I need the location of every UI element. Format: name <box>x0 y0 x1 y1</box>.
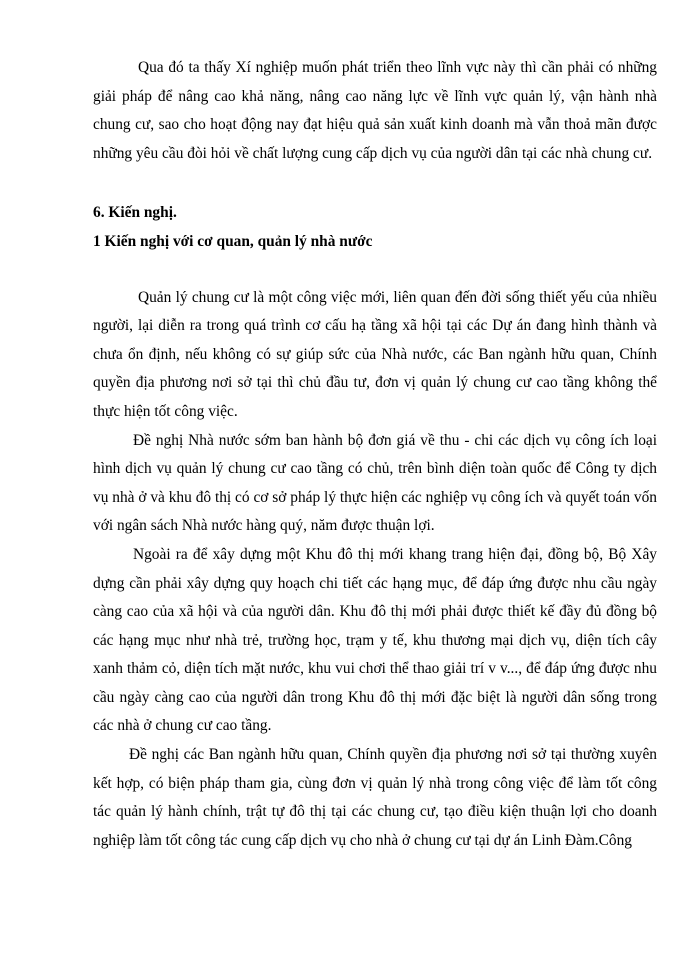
body-paragraph: Ngoài ra để xây dựng một Khu đô thị mới khang trang hiện đại, đồng bộ, Bộ Xây dựng cần phải xây dựng quy hoạch chi tiết các hạng mục, để đáp ứng được nhu cầu ngày càng cao của xã hội và của người dân. Khu đô thị mới phải được thiết kế đầy đủ đồng bộ các hạng mục như nhà trẻ, trường học, trạm y tế, khu thương mại dịch vụ, diện tích cây xanh thảm cỏ, diện tích mặt nước, khu vui chơi thể thao giải trí v v..., để đáp ứng được nhu cầu ngày càng cao của người dân trong Khu đô thị mới đặc biệt là người dân sống trong các nhà ở chung cư cao tầng. <box>93 545 657 735</box>
subsection-heading: 1 Kiến nghị với cơ quan, quản lý nhà nước <box>93 232 373 250</box>
page-content <box>93 54 657 855</box>
body-paragraph: Quản lý chung cư là một công việc mới, liên quan đến đời sống thiết yếu của nhiều người, lại diễn ra trong quá trình cơ cấu hạ tầng xã hội tại các Dự án đang hình thành và chưa ổn định, nếu không có sự giúp sức của Nhà nước, các Ban ngành hữu quan, Chính quyền địa phương nơi sở tại thì chủ đầu tư, đơn vị quản lý chung cư cao tầng không thể thực hiện tốt công việc. <box>93 288 657 420</box>
section-body <box>93 284 657 856</box>
body-paragraph: Đề nghị các Ban ngành hữu quan, Chính quyền địa phương nơi sở tại thường xuyên kết hợp, có biện pháp tham gia, cùng đơn vị quản lý nhà trong công việc để làm tốt công tác quản lý hành chính, trật tự đô thị tại các chung cư, tạo điều kiện thuận lợi cho doanh nghiệp làm tốt công tác cung cấp dịch vụ cho nhà ở chung cư tại dự án Linh Đàm.Công <box>93 746 657 849</box>
section-heading: 6. Kiến nghị. <box>93 204 177 222</box>
body-paragraph: Đề nghị Nhà nước sớm ban hành bộ đơn giá về thu - chi các dịch vụ công ích loại hình dịch vụ quản lý chung cư cao tầng có chủ, trên bình diện toàn quốc để Công ty dịch vụ nhà ở và khu đô thị có cơ sở pháp lý thực hiện các nghiệp vụ công ích và quyết toán vốn với ngân sách Nhà nước hàng quý, năm được thuận lợi. <box>93 431 657 535</box>
intro-paragraph: Qua đó ta thấy Xí nghiệp muốn phát triển theo lĩnh vực này thì cần phải có những giải pháp để nâng cao khả năng, nâng cao năng lực về lĩnh vực quản lý, vận hành nhà chung cư, sao cho hoạt động nay đạt hiệu quả sản xuất kinh doanh mà vẫn thoả mãn được những yêu cầu đòi hỏi về chất lượng cung cấp dịch vụ của người dân tại các nhà chung cư. <box>93 59 657 162</box>
